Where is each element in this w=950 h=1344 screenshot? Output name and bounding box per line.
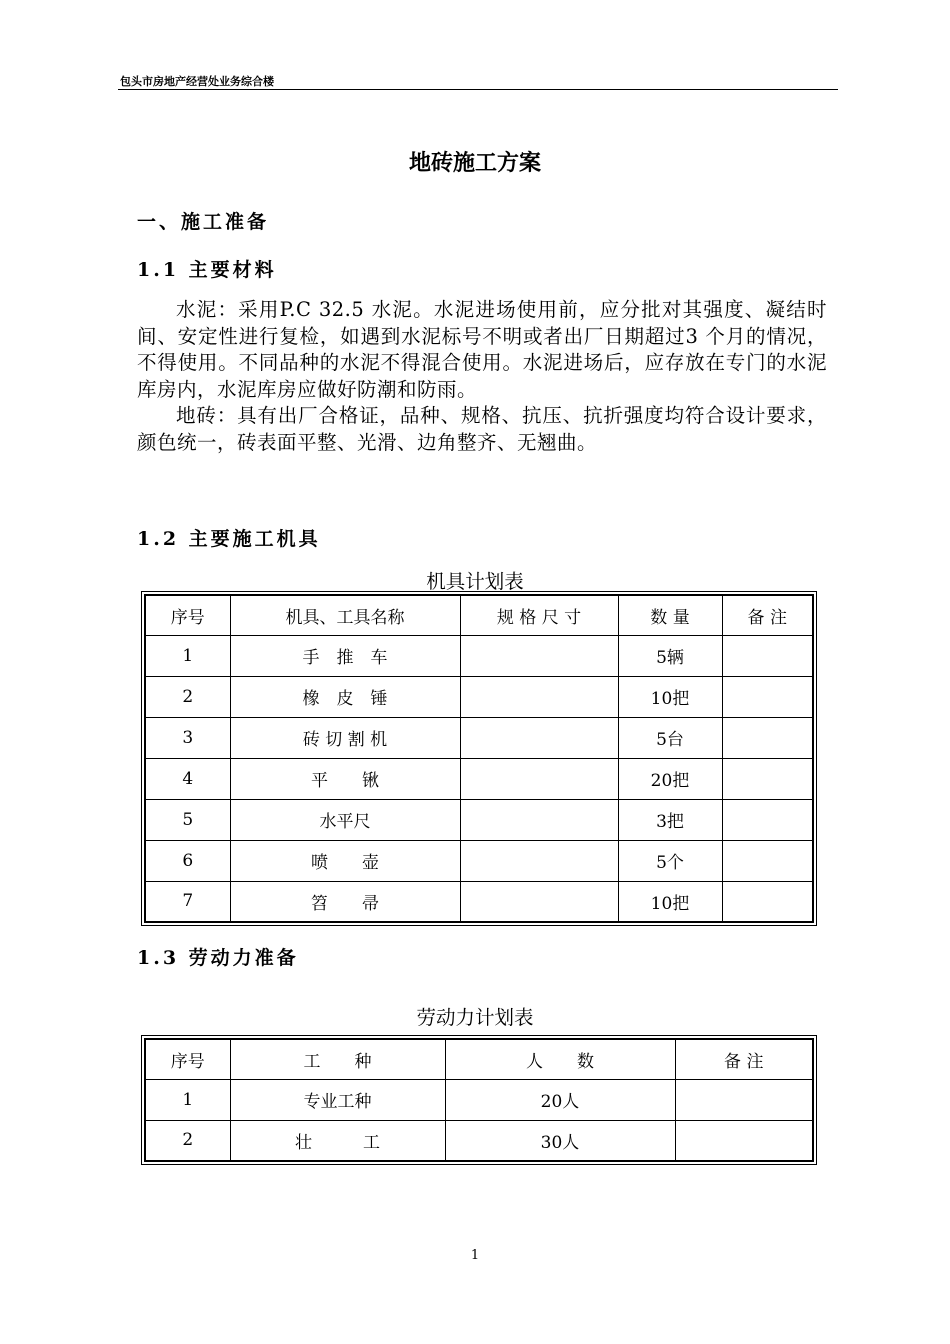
table-cell bbox=[460, 840, 618, 881]
table-cell: 2 bbox=[145, 676, 230, 717]
table-row bbox=[145, 1079, 813, 1120]
equipment-table bbox=[144, 594, 814, 923]
table-cell: 3 bbox=[145, 717, 230, 758]
table-cell: 10把 bbox=[618, 676, 722, 717]
table-cell: 笤 帚 bbox=[230, 881, 460, 922]
table-header-row bbox=[145, 595, 813, 635]
table-cell bbox=[722, 758, 813, 799]
table-row bbox=[145, 881, 813, 922]
table-cell bbox=[460, 635, 618, 676]
table-row bbox=[145, 1120, 813, 1161]
section-heading-1-3: 1.3 劳动力准备 bbox=[137, 947, 299, 969]
header-cell: 数 量 bbox=[618, 595, 722, 635]
header-cell: 人 数 bbox=[445, 1039, 675, 1079]
labor-table bbox=[144, 1038, 814, 1162]
labor-table-caption: 劳动力计划表 bbox=[416, 1006, 534, 1029]
equipment-table-caption: 机具计划表 bbox=[426, 570, 524, 593]
table-cell bbox=[460, 881, 618, 922]
page-number: 1 bbox=[470, 1248, 480, 1263]
tile-paragraph: 地砖：具有出厂合格证，品种、规格、抗压、抗折强度均符合设计要求，颜色统一，砖表面平整、光滑、边角整齐、无翘曲。 bbox=[137, 404, 827, 454]
header-cell: 序号 bbox=[145, 595, 230, 635]
table-cell: 砖 切 割 机 bbox=[230, 717, 460, 758]
table-cell: 2 bbox=[145, 1120, 230, 1161]
running-header: 包头市房地产经营处业务综合楼 bbox=[120, 75, 274, 88]
header-cell: 序号 bbox=[145, 1039, 230, 1079]
table-cell bbox=[675, 1079, 813, 1120]
table-cell: 4 bbox=[145, 758, 230, 799]
table-cell: 5 bbox=[145, 799, 230, 840]
cement-paragraph: 水泥：采用P.C 32.5 水泥。水泥进场使用前，应分批对其强度、凝结时间、安定性进行复检，如遇到水泥标号不明或者出厂日期超过3 个月的情况，不得使用。不同品种的水泥不得混合使用。水泥进场后，应存放在专门的水泥库房内，水泥库房应做好防潮和防雨。 bbox=[137, 298, 827, 401]
table-cell: 10把 bbox=[618, 881, 722, 922]
table-cell: 手 推 车 bbox=[230, 635, 460, 676]
table-cell: 30人 bbox=[445, 1120, 675, 1161]
header-cell: 规 格 尺 寸 bbox=[460, 595, 618, 635]
table-cell: 6 bbox=[145, 840, 230, 881]
table-row bbox=[145, 799, 813, 840]
table-cell: 5个 bbox=[618, 840, 722, 881]
table-cell bbox=[722, 676, 813, 717]
table-cell: 3把 bbox=[618, 799, 722, 840]
table-cell: 平 锹 bbox=[230, 758, 460, 799]
table-row bbox=[145, 840, 813, 881]
table-cell bbox=[722, 635, 813, 676]
table-cell bbox=[722, 717, 813, 758]
table-cell: 水平尺 bbox=[230, 799, 460, 840]
table-cell bbox=[460, 799, 618, 840]
table-cell bbox=[722, 840, 813, 881]
table-row bbox=[145, 717, 813, 758]
table-cell: 20把 bbox=[618, 758, 722, 799]
table-cell: 橡 皮 锤 bbox=[230, 676, 460, 717]
table-row bbox=[145, 758, 813, 799]
table-cell: 20人 bbox=[445, 1079, 675, 1120]
header-cell: 机具、工具名称 bbox=[230, 595, 460, 635]
materials-text bbox=[137, 297, 827, 456]
table-cell: 专业工种 bbox=[230, 1079, 445, 1120]
table-cell bbox=[460, 758, 618, 799]
header-cell: 工 种 bbox=[230, 1039, 445, 1079]
table-cell: 5台 bbox=[618, 717, 722, 758]
section-heading-1: 一、施工准备 bbox=[137, 211, 270, 233]
table-cell: 壮 工 bbox=[230, 1120, 445, 1161]
section-heading-1-1: 1.1 主要材料 bbox=[137, 259, 277, 281]
table-row bbox=[145, 676, 813, 717]
table-cell bbox=[675, 1120, 813, 1161]
table-cell bbox=[722, 799, 813, 840]
header-rule bbox=[118, 89, 838, 90]
table-cell bbox=[722, 881, 813, 922]
table-cell: 1 bbox=[145, 1079, 230, 1120]
table-cell bbox=[460, 676, 618, 717]
table-header-row bbox=[145, 1039, 813, 1079]
table-cell: 喷 壶 bbox=[230, 840, 460, 881]
table-cell: 1 bbox=[145, 635, 230, 676]
document-title: 地砖施工方案 bbox=[408, 150, 541, 176]
table-cell bbox=[460, 717, 618, 758]
table-row bbox=[145, 635, 813, 676]
table-cell: 5辆 bbox=[618, 635, 722, 676]
header-cell: 备 注 bbox=[722, 595, 813, 635]
table-cell: 7 bbox=[145, 881, 230, 922]
section-heading-1-2: 1.2 主要施工机具 bbox=[137, 528, 321, 550]
header-cell: 备 注 bbox=[675, 1039, 813, 1079]
